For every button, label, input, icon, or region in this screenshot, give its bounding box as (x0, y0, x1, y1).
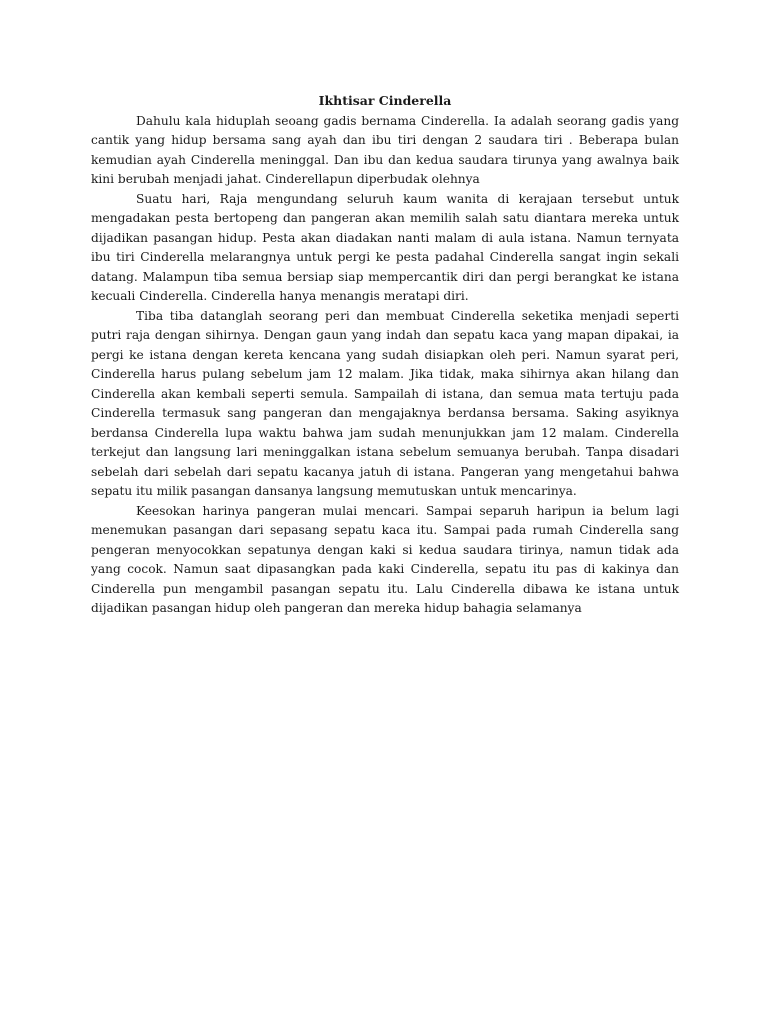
paragraph-fairy-and-ball: Tiba tiba datanglah seorang peri dan membuat Cinderella seketika menjadi seperti putri raja dengan sihirnya. Dengan gaun yang indah dan sepatu kaca yang mapan dipakai, ia pergi ke istana dengan kereta kencana yang sudah disiapkan oleh peri. Namun syarat peri, Cinderella harus pulang sebelum jam 12 malam. Jika tidak, maka sihirnya akan hilang dan Cinderella akan kembali seperti semula. Sampailah di istana, dan semua mata tertuju pada Cinderella termasuk sang pangeran dan mengajaknya berdansa bersama. Saking asyiknya berdansa Cinderella lupa waktu bahwa jam sudah menunjukkan jam 12 malam. Cinderella terkejut dan langsung lari meninggalkan istana sebelum semuanya berubah. Tanpa disadari sebelah dari sebelah dari sepatu kacanya jatuh di istana. Pangeran yang mengetahui bahwa sepatu itu milik pasangan dansanya langsung memutuskan untuk mencarinya. (91, 308, 679, 498)
paragraph-intro: Dahulu kala hiduplah seoang gadis bernama Cinderella. Ia adalah seorang gadis yang cantik yang hidup bersama sang ayah dan ibu tiri dengan 2 saudara tiri . Beberapa bulan kemudian ayah Cinderella meninggal. Dan ibu dan kedua saudara tirunya yang awalnya baik kini berubah menjadi jahat. Cinderellapun diperbudak olehnya (91, 113, 679, 186)
document-body (91, 91, 679, 619)
document-title: Ikhtisar Cinderella (318, 93, 452, 108)
paragraph-royal-invitation: Suatu hari, Raja mengundang seluruh kaum wanita di kerajaan tersebut untuk mengadakan pesta bertopeng dan pangeran akan memilih salah satu diantara mereka untuk dijadikan pasangan hidup. Pesta akan diadakan nanti malam di aula istana. Namun ternyata ibu tiri Cinderella melarangnya untuk pergi ke pesta padahal Cinderella sangat ingin sekali datang. Malampun tiba semua bersiap siap mempercantik diri dan pergi berangkat ke istana kecuali Cinderella. Cinderella hanya menangis meratapi diri. (91, 191, 679, 303)
paragraph-search-and-ending: Keesokan harinya pangeran mulai mencari. Sampai separuh haripun ia belum lagi menemukan pasangan dari sepasang sepatu kaca itu. Sampai pada rumah Cinderella sang pengeran menyocokkan sepatunya dengan kaki si kedua saudara tirinya, namun tidak ada yang cocok. Namun saat dipasangkan pada kaki Cinderella, sepatu itu pas di kakinya dan Cinderella pun mengambil pasangan sepatu itu. Lalu Cinderella dibawa ke istana untuk dijadikan pasangan hidup oleh pangeran dan mereka hidup bahagia selamanya (91, 503, 679, 615)
